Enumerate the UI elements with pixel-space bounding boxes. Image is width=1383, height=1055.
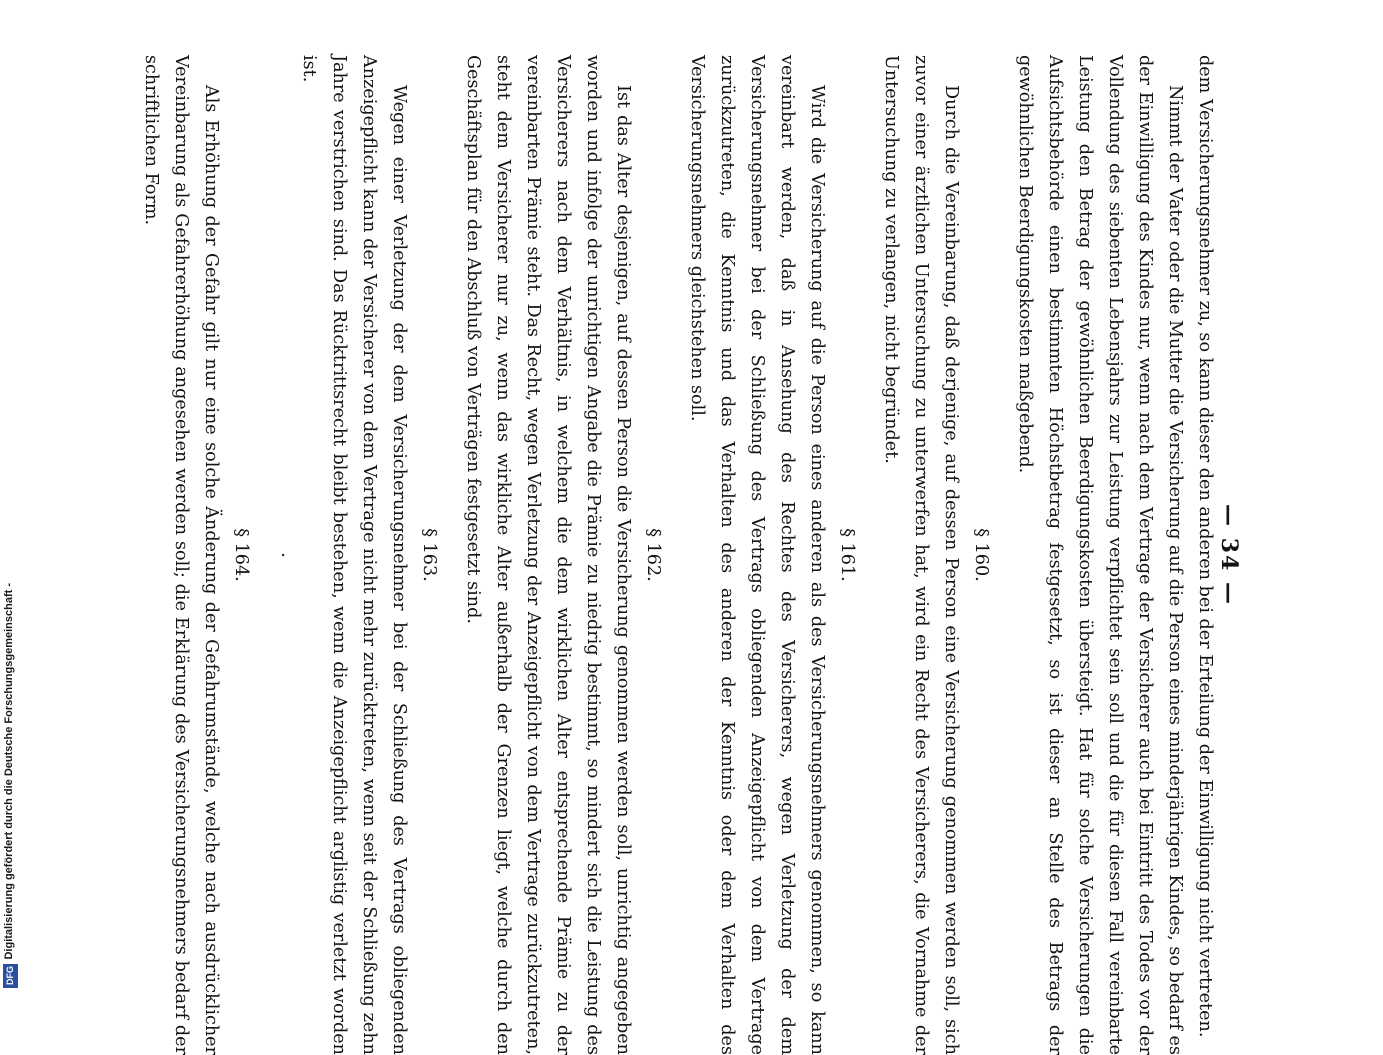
section-gap (444, 55, 458, 1055)
paragraph: Ist das Alter desjenigen, auf dessen Person die Versicherung genommen werden soll, unrichtig angegeben worden und infolge der unrichtigen Angabe die Prämie zu niedrig bestimmt, so mindert sich die Leistung des Versicherers nach dem Verhältnis, in welchem die dem wirklichen Alter entsprechende Prämie zu der vereinbarten Prämie steht. Das Recht, wegen Verletzung der Anzeigepflicht von dem Vertrage zurückzutreten, steht dem Versicherer nur zu, wenn das wirkliche Alter außerhalb der Grenzen liegt, welche durch den Geschäftsplan für den Abschluß von Verträgen festgesetzt sind. (463, 55, 633, 1055)
paragraph: Als Erhöhung der Gefahr gilt nur eine solche Änderung der Gefahrumstände, welche nach ausdrücklicher Vereinbarung als Gefahrerhöhung angesehen werden soll; die Erklärung des Versicherungsnehmers bedarf der schriftlichen Form. (141, 55, 221, 1055)
page-text-body (136, 55, 1220, 1055)
paragraph: Wird die Versicherung auf die Person eines anderen als des Versicherungsnehmers genommen, so kann vereinbart werden, daß in Ansehung des Rechtes des Versicherers, wegen Verletzung der dem Versicherungsnehmer bei der Schließung des Vertrags obliegenden Anzeigepflicht von dem Vertrage zurückzutreten, die Kenntnis und das Verhalten des anderen der Kenntnis oder dem Verhalten des Versicherungsnehmers gleichstehen soll. (687, 55, 827, 1055)
section-gap (668, 55, 682, 1055)
section-gap (862, 55, 876, 1055)
digitization-credit-text: Digitalisierung gefördert durch die Deutsche Forschungsgemeinschaft - (3, 583, 15, 960)
paragraph: Nimmt der Vater oder die Mutter die Versicherung auf die Person eines minderjährigen Kindes, so bedarf es der Einwilligung des Kindes nur, wenn nach dem Vertrage der Versicherer auch bei Eintritt des Todes vor der Vollendung des siebenten Lebensjahrs zur Leistung verpflichtet sein soll und die für diesen Fall vereinbarte Leistung den Betrag der gewöhnlichen Beerdigungskosten übersteigt. Hat für solche Versicherungen die Aufsichtsbehörde einen bestimmten Höchstbetrag festgesetzt, so ist dieser an Stelle des Betrags der gewöhnlichen Beerdigungskosten maßgebend. (1015, 55, 1185, 1055)
page-number: — 34 — (1216, 504, 1242, 606)
dfg-logo: DFG (3, 964, 18, 988)
section-heading: § 160. (971, 528, 991, 582)
digitization-credit (0, 583, 22, 992)
section-heading: § 161. (837, 528, 857, 582)
paragraph: Durch die Vereinbarung, daß derjenige, auf dessen Person eine Versicherung genommen werden soll, sich zuvor einer ärztlichen Untersuchung zu unterwerfen hat, wird ein Recht des Versicherers, die Vornahme der Untersuchung zu verlangen, nicht begründet. (881, 55, 961, 1055)
section-heading: § 164. (231, 528, 251, 582)
section-heading: § 163. (419, 528, 439, 582)
section-gap (996, 55, 1010, 1055)
stray-mark: · (272, 552, 292, 558)
section-heading: § 162. (643, 528, 663, 582)
section-gap (256, 55, 270, 1055)
book-page (141, 55, 1250, 1055)
paragraph: Wegen einer Verletzung der dem Versicherungsnehmer bei der Schließung des Vertrags obliegenden Anzeigepflicht kann der Versicherer von dem Vertrage nicht mehr zurücktreten, wenn seit der Schließung zehn Jahre verstrichen sind. Das Rücktrittsrecht bleibt bestehen, wenn die Anzeigepflicht arglistig verletzt worden ist. (299, 55, 409, 1055)
continued-paragraph: dem Versicherungsnehmer zu, so kann dieser den anderen bei der Erteilung der Einwilligung nicht vertreten. (1195, 55, 1215, 1038)
